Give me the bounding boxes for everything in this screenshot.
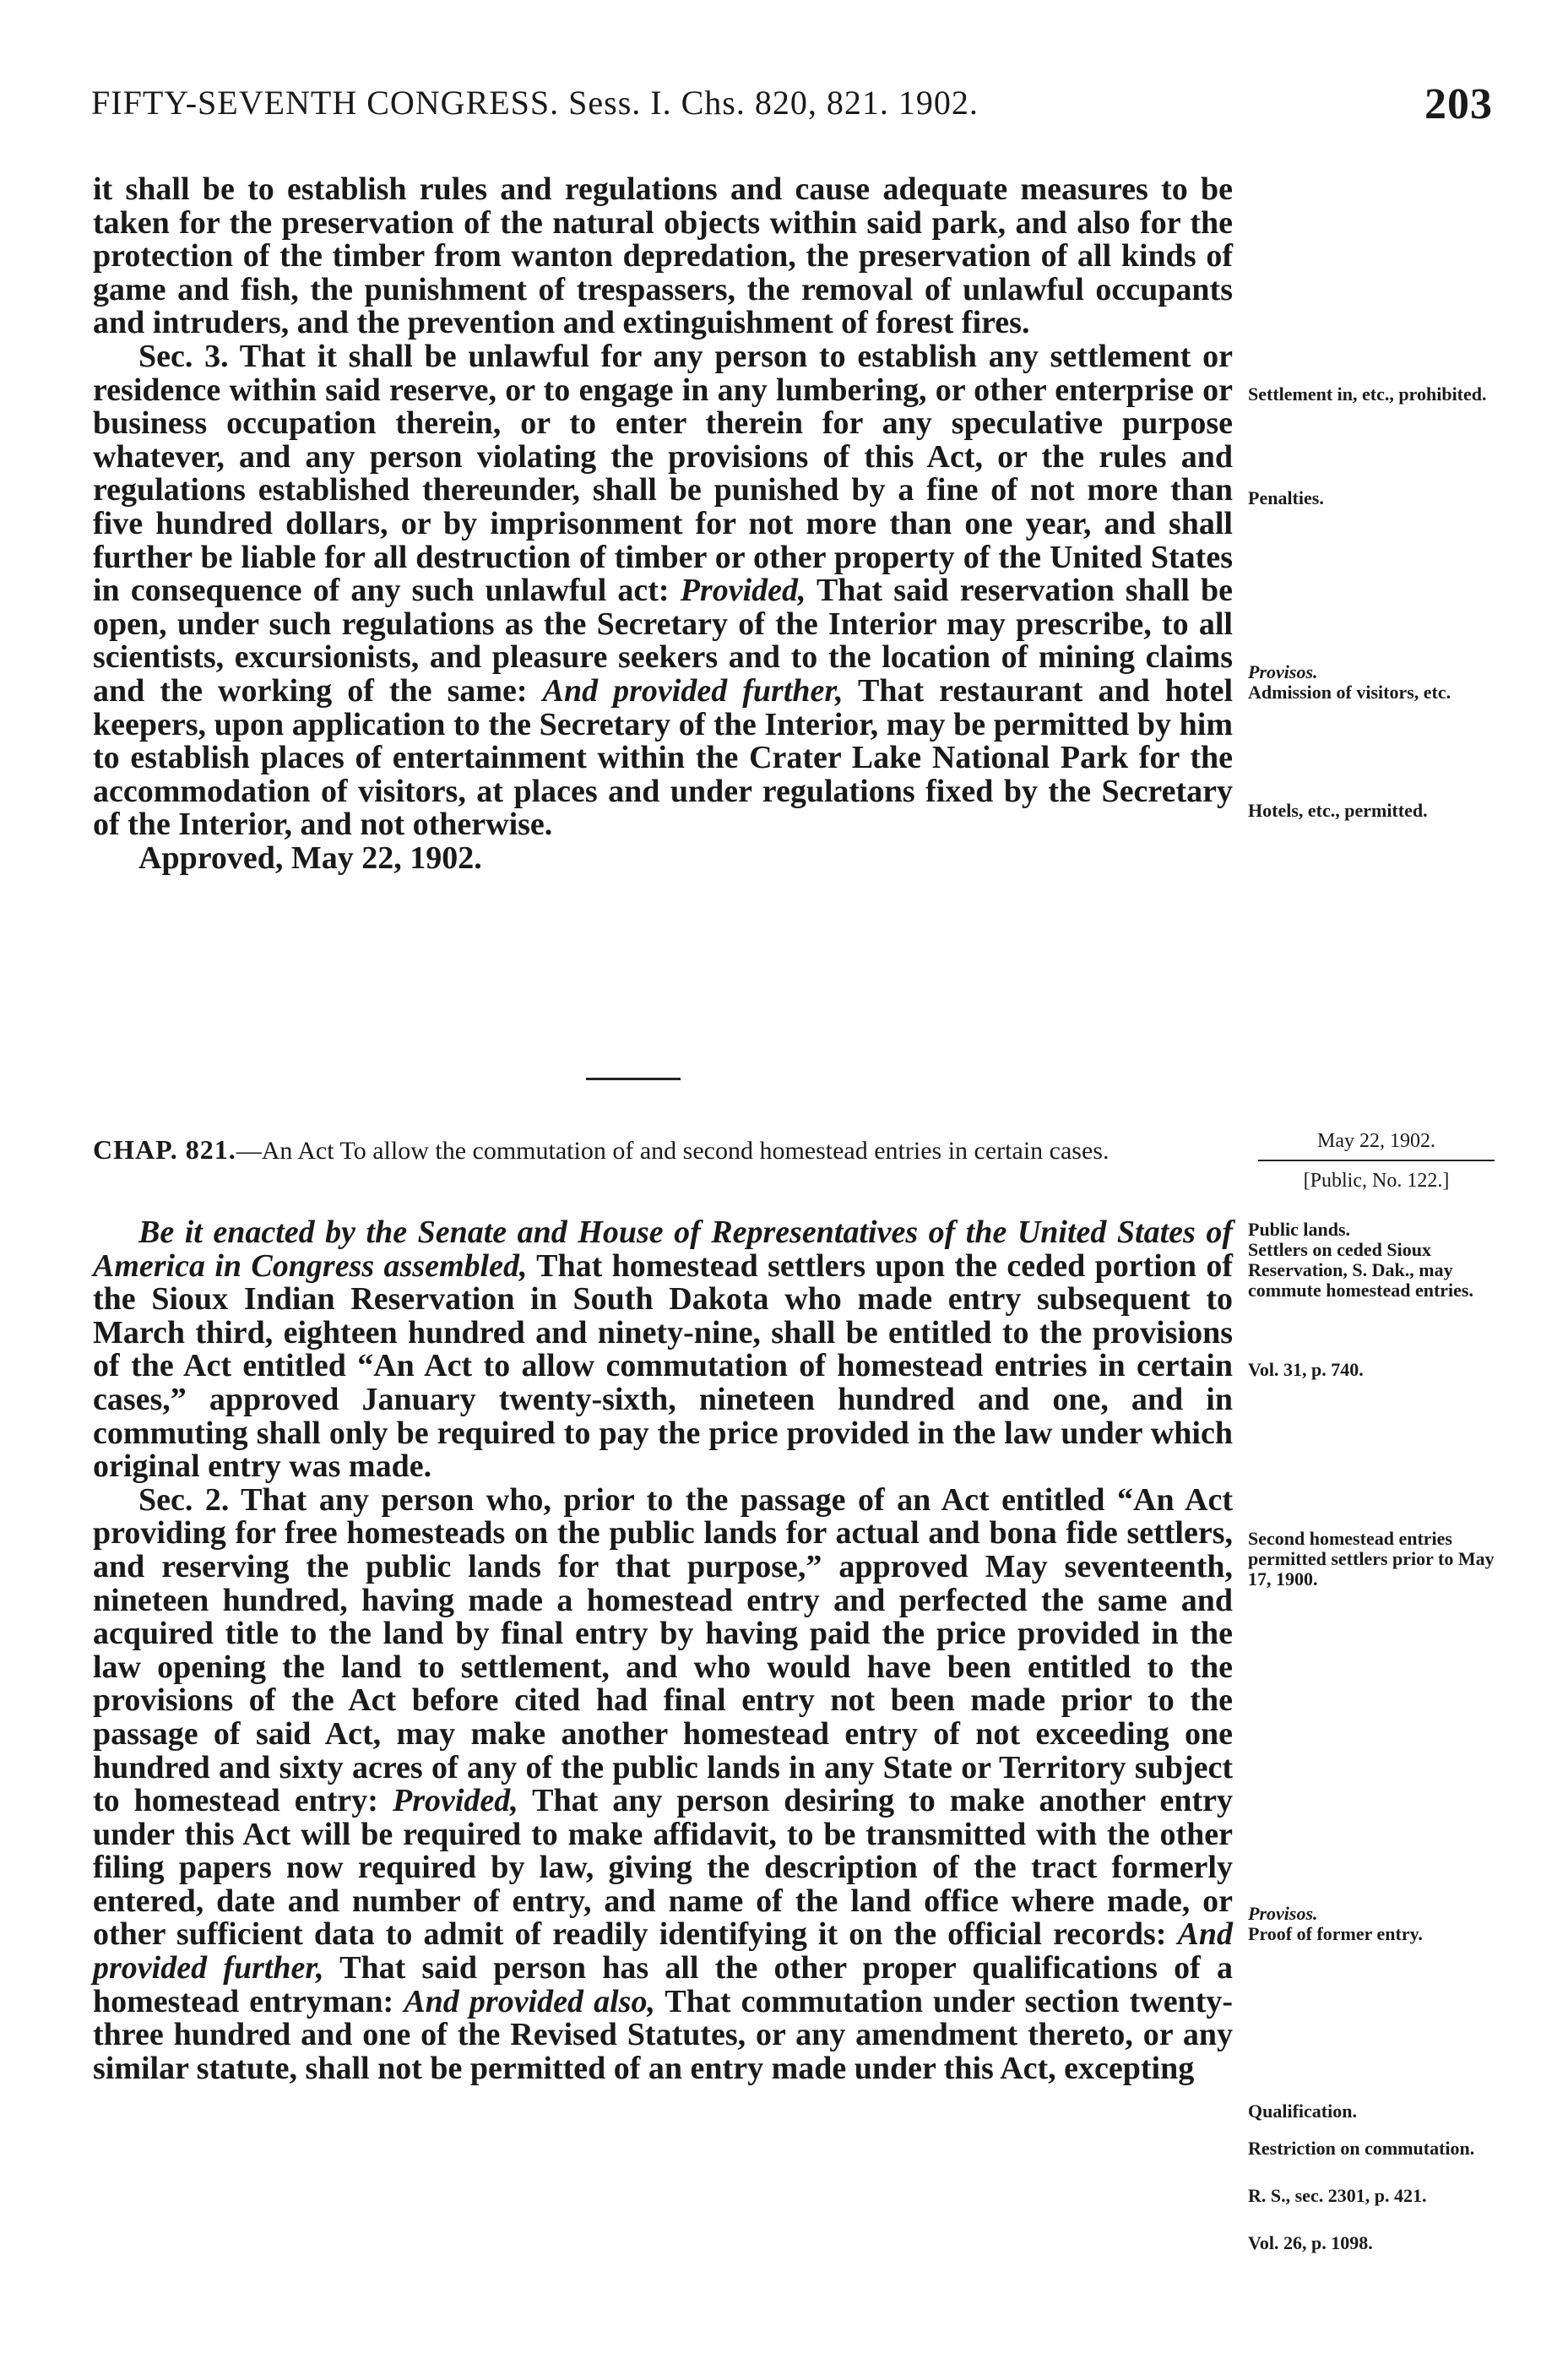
proviso-term: Provided,	[680, 573, 806, 609]
chapter-number: CHAP. 821.	[93, 1134, 236, 1165]
margin-note: Vol. 31, p. 740.	[1248, 1359, 1364, 1380]
margin-note: Hotels, etc., permitted.	[1248, 800, 1428, 821]
running-header	[91, 80, 1493, 137]
paragraph: it shall be to establish rules and regulations and cause adequate measures to be taken for the preservation of the natural objects within said park, and also for the protection of the timber from wanton depredation, the preservation of all kinds of game and fish, the punishment of trespassers, the removal of unlawful occupants and intruders, and the prevention and extinguishment of forest fires.	[93, 171, 1233, 341]
chapter-heading	[93, 1135, 1233, 1166]
paragraph	[93, 340, 1233, 842]
margin-note: R. S., sec. 2301, p. 421.	[1248, 2185, 1427, 2206]
chapter-date-block	[1258, 1130, 1495, 1193]
sec3-text: Sec. 3. That it shall be unlawful for any person to establish any settlement or residence within said reserve, or to engage in any lumbering, or other enterprise or business occupation therein, or to enter therein for any speculative purpose whatever, and any person violating the provisions of this Act, or the rules and regulations established thereunder, shall be punished by a fine of not more than five hundred dollars, or by imprisonment for not more than one year, and shall further be liable for all destruction of timber or other property of the United States in consequence of any such unlawful act:	[93, 338, 1233, 609]
paragraph	[93, 1216, 1233, 1484]
margin-note: Restriction on commutation.	[1248, 2138, 1475, 2159]
margin-note: Penalties.	[1248, 487, 1324, 508]
sec3-text: That restaurant and hotel keepers, upon application to the Secretary of the Interior, may be permitted by him to establish places of entertainment within the Crater Lake National Park for the accommodation of visitors, at places and under regulations fixed by the Secretary of the Interior, and not otherwise.	[93, 672, 1233, 843]
proviso-term: Provided,	[392, 1783, 518, 1819]
margin-note: Vol. 26, p. 1098.	[1248, 2232, 1373, 2253]
section1-text	[93, 173, 1233, 875]
approval-line: Approved, May 22, 1902.	[138, 840, 482, 876]
margin-note: Qualification.	[1248, 2100, 1357, 2122]
margin-note: Provisos. Admission of visitors, etc.	[1248, 661, 1451, 703]
public-number: [Public, No. 122.]	[1303, 1170, 1450, 1192]
page-number: 203	[1424, 80, 1493, 128]
chapter-title: —An Act To allow the commutation of and second homestead entries in certain cases.	[236, 1137, 1110, 1165]
chapter-date: May 22, 1902.	[1258, 1130, 1495, 1161]
section2-text	[93, 1216, 1233, 2085]
sec3-text: That said reservation shall be open, under such regulations as the Secretary of the Interior may prescribe, to all scientists, excursionists, and pleasure seekers and to the location of mining claims and the working of the same:	[93, 573, 1233, 709]
proviso-term: And provided further,	[542, 672, 844, 709]
enacting-clause: Be it enacted by the Senate and House of Representatives of the United States of America in Congress assembled,	[93, 1215, 1233, 1284]
sec2-text: That commutation under section twenty-three hundred and one of the Revised Statutes, or any amendment thereto, or any similar statute, shall not be permitted of an entry made under this Act, excepting	[93, 1983, 1234, 2086]
proviso-term: And provided further,	[93, 1916, 1233, 1986]
margin-note: Public lands. Settlers on ceded Sioux Reservation, S. Dak., may commute homestead entries.	[1248, 1219, 1473, 1301]
header-title: FIFTY-SEVENTH CONGRESS. Sess. I. Chs. 820, 821. 1902.	[91, 84, 979, 122]
sec1-text: That homestead settlers upon the ceded portion of the Sioux Indian Reservation in South Dakota who made entry subsequent to March third, eighteen hundred and ninety-nine, shall be entitled to the provisions of the Act entitled “An Act to allow commutation of homestead entries in certain cases,” approved January twenty-sixth, nineteen hundred and one, and in commuting shall only be required to pay the price provided in the law under which original entry was made.	[93, 1247, 1233, 1485]
margin-note: Second homestead entries permitted settlers prior to May 17, 1900.	[1248, 1528, 1495, 1590]
paragraph	[93, 1481, 1234, 2086]
margin-note: Settlement in, etc., prohibited.	[1248, 383, 1487, 405]
proviso-term: And provided also,	[404, 1983, 655, 2019]
sec2-text: That said person has all the other proper qualifications of a homestead entryman:	[93, 1950, 1233, 2019]
sec2-text: Sec. 2. That any person who, prior to the passage of an Act entitled “An Act providing for free homesteads on the public lands for actual and bona fide settlers, and reserving the public lands for that purpose,” approved May seventeenth, nineteen hundred, having made a homestead entry and perfected the same and acquired title to the land by final entry by having paid the price provided in the law opening the land to settlement, and who would have been entitled to the provisions of the Act before cited had final entry not been made prior to the passage of said Act, may make another homestead entry of not exceeding one hundred and sixty acres of any of the public lands in any State or Territory subject to homestead entry:	[93, 1481, 1233, 1819]
sec2-text: That any person desiring to make another entry under this Act will be required to make affidavit, to be transmitted with the other filing papers now required by law, giving the description of the tract formerly entered, date and number of entry, and name of the land office where made, or other sufficient data to admit of readily identifying it on the official records:	[93, 1783, 1233, 1953]
section-divider	[586, 1078, 681, 1080]
margin-note: Provisos. Proof of former entry.	[1248, 1903, 1423, 1944]
